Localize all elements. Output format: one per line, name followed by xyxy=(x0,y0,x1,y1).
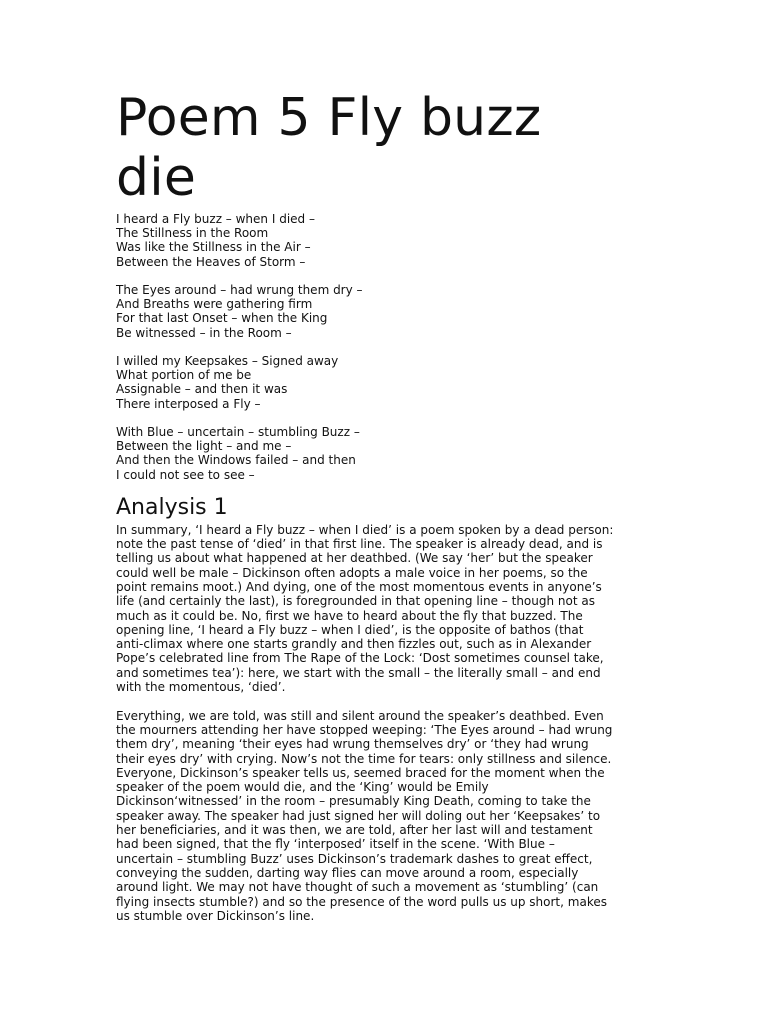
page-title xyxy=(116,88,661,208)
paragraph-line: could well be male – Dickinson often adopts a male voice in her poems, so the xyxy=(116,565,588,580)
poem-line: There interposed a Fly – xyxy=(116,396,261,411)
paragraph-line: Everyone, Dickinson’s speaker tells us, seemed braced for the moment when the xyxy=(116,765,605,780)
paragraph-line: telling us about what happened at her deathbed. (We say ‘her’ but the speaker xyxy=(116,551,593,566)
paragraph-line: much as it could be. No, first we have to heard about the fly that buzzed. The xyxy=(116,608,583,623)
paragraph-line: her beneficiaries, and it was then, we are told, after her last will and testament xyxy=(116,823,593,838)
paragraph-line: with the momentous, ‘died’. xyxy=(116,680,286,695)
poem-line: The Stillness in the Room xyxy=(116,226,269,241)
poem-line: I heard a Fly buzz – when I died – xyxy=(116,212,315,226)
poem-line: What portion of me be xyxy=(116,368,252,383)
poem-line: For that last Onset – when the King xyxy=(116,311,328,326)
poem-stanza xyxy=(116,425,661,482)
paragraph-line: conveying the sudden, darting way flies can move around a room, especially xyxy=(116,865,579,880)
paragraph-line: Dickinson‘witnessed’ in the room – presumably King Death, coming to take the xyxy=(116,794,591,809)
paragraph-line: In summary, ‘I heard a Fly buzz – when I died’ is a poem spoken by a dead person: xyxy=(116,522,614,537)
poem-line: With Blue – uncertain – stumbling Buzz – xyxy=(116,425,360,439)
poem-line: Was like the Stillness in the Air – xyxy=(116,240,311,255)
analysis-paragraph xyxy=(116,709,661,923)
title-line: Poem 5 Fly buzz xyxy=(116,88,542,148)
poem-stanza xyxy=(116,283,661,340)
poem-line: I could not see to see – xyxy=(116,467,255,482)
paragraph-line: speaker away. The speaker had just signed her will doling out her ‘Keepsakes’ to xyxy=(116,808,601,823)
paragraph-line: them dry’, meaning ‘their eyes had wrung themselves dry’ or ‘they had wrung xyxy=(116,737,589,752)
poem-body xyxy=(116,212,661,482)
paragraph-line: note the past tense of ‘died’ in that first line. The speaker is already dead, and is xyxy=(116,537,603,552)
paragraph-line: had been signed, that the fly ‘interposed’ itself in the scene. ‘With Blue – xyxy=(116,837,555,852)
paragraph-line: the mourners attending her have stopped weeping: ‘The Eyes around – had wrung xyxy=(116,722,613,737)
paragraph-line: their eyes dry’ with crying. Now’s not the time for tears: only stillness and silence. xyxy=(116,751,612,766)
paragraph-line: flying insects stumble?) and so the presence of the word pulls us up short, makes xyxy=(116,894,607,909)
paragraph-line: us stumble over Dickinson’s line. xyxy=(116,908,315,923)
analysis-paragraph xyxy=(116,523,661,695)
title-line: die xyxy=(116,148,197,208)
document-page xyxy=(116,88,661,937)
paragraph-line: and sometimes tea’): here, we start with the small – the literally small – and end xyxy=(116,665,601,680)
poem-line: I willed my Keepsakes – Signed away xyxy=(116,354,339,368)
paragraph-line: Pope’s celebrated line from The Rape of the Lock: ‘Dost sometimes counsel take, xyxy=(116,651,604,666)
paragraph-line: point remains moot.) And dying, one of the most momentous events in anyone’s xyxy=(116,580,602,594)
poem-line: The Eyes around – had wrung them dry – xyxy=(116,283,363,297)
paragraph-line: Everything, we are told, was still and silent around the speaker’s deathbed. Even xyxy=(116,708,604,723)
section-heading: Analysis 1 xyxy=(116,494,228,520)
paragraph-line: around light. We may not have thought of such a movement as ‘stumbling’ (can xyxy=(116,880,599,895)
paragraph-line: life (and certainly the last), is foregrounded in that opening line – though not as xyxy=(116,594,595,609)
poem-line: Assignable – and then it was xyxy=(116,382,288,397)
paragraph-line: uncertain – stumbling Buzz’ uses Dickinson’s trademark dashes to great effect, xyxy=(116,851,593,866)
poem-line: Between the light – and me – xyxy=(116,439,292,454)
poem-line: And Breaths were gathering firm xyxy=(116,297,313,312)
paragraph-line: speaker of the poem would die, and the ‘King’ would be Emily xyxy=(116,780,489,795)
paragraph-line: anti-climax where one starts grandly and then fizzles out, such as in Alexander xyxy=(116,637,592,652)
poem-line: Between the Heaves of Storm – xyxy=(116,254,306,269)
poem-stanza xyxy=(116,212,661,269)
poem-line: Be witnessed – in the Room – xyxy=(116,325,292,340)
poem-line: And then the Windows failed – and then xyxy=(116,453,356,468)
paragraph-line: opening line, ‘I heard a Fly buzz – when I died’, is the opposite of bathos (that xyxy=(116,622,584,637)
poem-stanza xyxy=(116,354,661,411)
